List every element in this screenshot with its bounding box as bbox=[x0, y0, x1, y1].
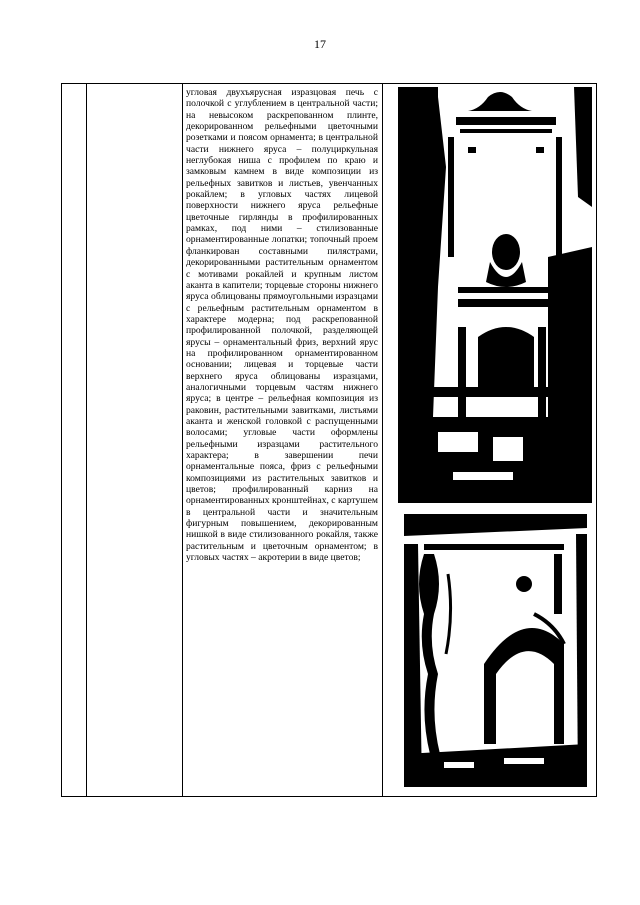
stove-photo-full-view bbox=[398, 87, 592, 503]
stove-photo-detail bbox=[404, 514, 587, 787]
monument-table bbox=[61, 83, 597, 797]
column-divider bbox=[382, 84, 383, 796]
page-number: 17 bbox=[314, 37, 326, 51]
stove-description: угловая двухъярусная изразцовая печь с полочкой с углублением в центральной части; на невысоком раскрепованном плинте, декорированном рельефными цветочными розетками и поясом орнамента; в центральной части нижнего яруса – полуциркульная неглубокая ниша с профилем по краю и замковым камнем в виде композиции из рельефных завитков и листьев, увенчанных рокайлем; в угловых частях лицевой поверхности нижнего яруса рельефные цветочные гирлянды в профилированных рамках, под ними – стилизованные орнаментированные лопатки; топочный проем фланкирован составными пилястрами, декорированными растительным орнаментом с мотивами рокайлей и крупным листом аканта в капители; торцевые стороны нижнего яруса облицованы прямоугольными изразцами с рельефным растительным орнаментом в характере модерна; под раскрепованной профилированной полочкой, разделяющей ярусы – орнаментальный фриз, верхний ярус на профилированном орнаментированном основании; лицевая и торцевые части верхнего яруса облицованы изразцами, аналогичными торцевым частям нижнего яруса; в центре – рельефная композиция из раковин, растительными завитками, листьями аканта и женской головкой с распущенными волосами; угловые части оформлены рельефными изразцами растительного характера; в завершении печи орнаментальные пояса, фриз с рельефными композициями из растительных завитков и цветов; профилированный карниз на орнаментированных кронштейнах, с картушем в центральной части и значительным фигурным повышением, декорированным нишкой в виде стилизованного рокайля, также растительным и цветочным орнаментом; в угловых частях – акротерии в виде цветов; bbox=[186, 87, 378, 564]
column-divider bbox=[182, 84, 183, 796]
column-divider bbox=[86, 84, 87, 796]
